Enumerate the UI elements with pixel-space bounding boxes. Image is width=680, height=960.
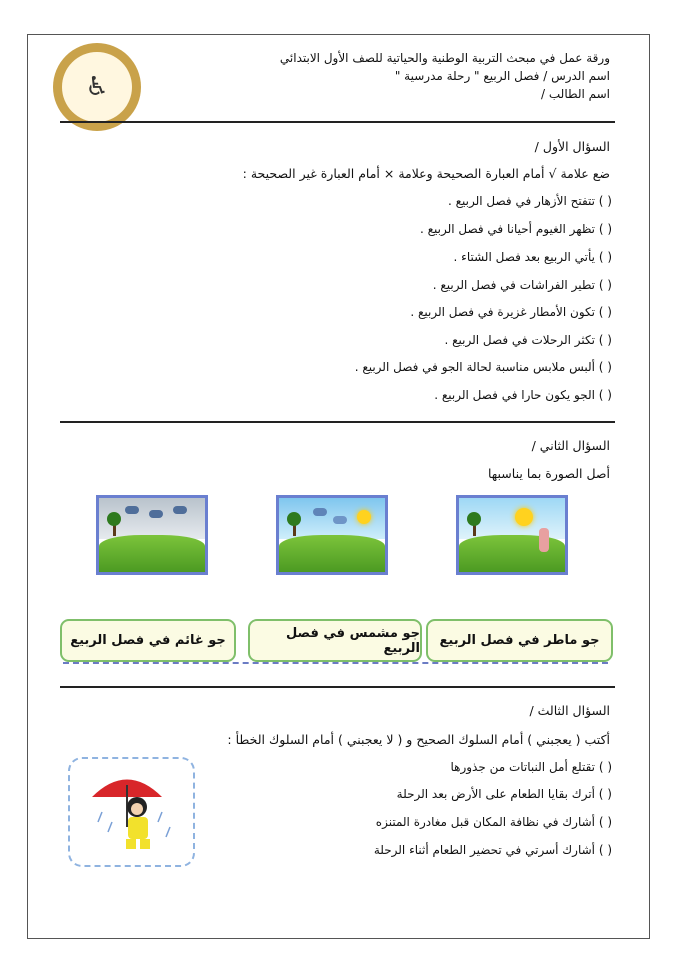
q3-item: ( ) تقتلع أمل النباتات من جذورها: [450, 760, 612, 774]
rainy-spring-picture: [96, 495, 208, 575]
sunny-spring-picture: [456, 495, 568, 575]
q1-item: ( ) تكثر الرحلات في فصل الربيع .: [444, 333, 612, 347]
divider: [60, 121, 615, 123]
sun-icon: [515, 508, 533, 526]
school-logo: [53, 43, 141, 131]
q1-item: ( ) تكون الأمطار غزيرة في فصل الربيع .: [410, 305, 612, 319]
tree-icon: [107, 512, 121, 526]
lesson-name: اسم الدرس / فصل الربيع " رحلة مدرسية ": [394, 69, 610, 83]
q1-item: ( ) يأتي الربيع بعد فصل الشتاء .: [453, 250, 612, 264]
q3-item: ( ) أشارك في نظافة المكان قبل مغادرة المتنزه: [375, 815, 612, 829]
umbrella-character-icon: [82, 767, 182, 857]
tree-icon: [467, 512, 481, 526]
sun-icon: [357, 510, 371, 524]
q1-item: ( ) الجو يكون حارا في فصل الربيع .: [434, 388, 612, 402]
q3-title: السؤال الثالث /: [529, 703, 610, 718]
divider: [60, 686, 615, 688]
cloudy-spring-picture: [276, 495, 388, 575]
child-icon: [539, 528, 549, 552]
worksheet-title: ورقة عمل في مبحث التربية الوطنية والحياتية للصف الأول الابتدائي: [279, 51, 610, 65]
option-sunny[interactable]: جو مشمس في فصل الربيع: [248, 619, 422, 662]
wheelchair-emblem-icon: ♿: [62, 52, 132, 122]
q2-instruction: أصل الصورة بما يناسبها: [487, 466, 610, 481]
q1-item: ( ) تطير الفراشات في فصل الربيع .: [432, 278, 612, 292]
q1-title: السؤال الأول /: [534, 139, 610, 154]
q2-title: السؤال الثاني /: [531, 438, 610, 453]
dashed-divider: [63, 662, 608, 664]
rain-cloud-icon: [125, 506, 139, 514]
option-rainy[interactable]: جو ماطر في فصل الربيع: [426, 619, 613, 662]
divider: [60, 421, 615, 423]
student-name-label: اسم الطالب /: [541, 87, 610, 101]
umbrella-character-picture: [68, 757, 195, 867]
q1-item: ( ) تظهر الغيوم أحيانا في فصل الربيع .: [419, 222, 612, 236]
q3-item: ( ) أترك بقايا الطعام على الأرض بعد الرحلة: [396, 787, 612, 801]
q1-item: ( ) تتفتح الأزهار في فصل الربيع .: [448, 194, 612, 208]
q1-item: ( ) ألبس ملابس مناسبة لحالة الجو في فصل الربيع .: [354, 360, 612, 374]
tree-icon: [287, 512, 301, 526]
q1-instruction: ضع علامة √ أمام العبارة الصحيحة وعلامة × أمام العبارة غير الصحيحة :: [242, 166, 610, 181]
q3-instruction: أكتب ( يعجبني ) أمام السلوك الصحيح و ( لا يعجبني ) أمام السلوك الخطأ :: [227, 732, 610, 747]
q3-item: ( ) أشارك أسرتي في تحضير الطعام أثناء الرحلة: [373, 843, 612, 857]
cloud-icon: [313, 508, 327, 516]
option-cloudy[interactable]: جو غائم في فصل الربيع: [60, 619, 236, 662]
